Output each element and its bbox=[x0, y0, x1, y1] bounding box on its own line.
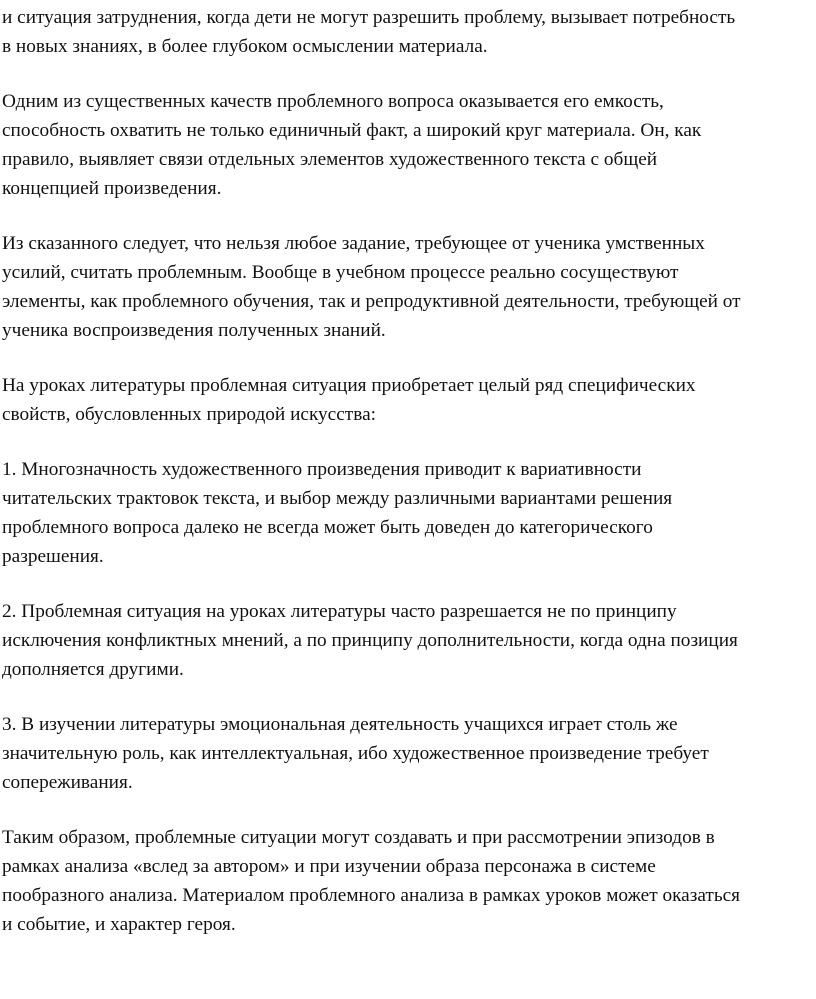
paragraph-conclusion bbox=[2, 823, 814, 939]
paragraph-4 bbox=[2, 371, 814, 429]
paragraph-line: усилий, считать проблемным. Вообще в учебном процессе реально сосуществуют bbox=[2, 262, 679, 283]
paragraph-line: 1. Многозначность художественного произведения приводит к вариативности bbox=[2, 459, 642, 480]
paragraph-line: читательских трактовок текста, и выбор между различными вариантами решения bbox=[2, 488, 673, 509]
paragraph-line: исключения конфликтных мнений, а по принципу дополнительности, когда одна позиция bbox=[2, 630, 738, 651]
paragraph-line: значительную роль, как интеллектуальная, ибо художественное произведение требует bbox=[2, 743, 709, 764]
paragraph-line: концепцией произведения. bbox=[2, 178, 222, 199]
paragraph-line: Из сказанного следует, что нельзя любое задание, требующее от ученика умственных bbox=[2, 233, 705, 254]
paragraph-line: элементы, как проблемного обучения, так и репродуктивной деятельности, требующей от bbox=[2, 291, 741, 312]
paragraph-1 bbox=[2, 3, 814, 61]
paragraph-3 bbox=[2, 229, 814, 345]
list-item-2 bbox=[2, 597, 814, 684]
paragraph-line: разрешения. bbox=[2, 546, 104, 567]
paragraph-line: пообразного анализа. Материалом проблемного анализа в рамках уроков может оказаться bbox=[2, 885, 741, 906]
paragraph-line: в новых знаниях, в более глубоком осмыслении материала. bbox=[2, 36, 488, 57]
paragraph-line: Таким образом, проблемные ситуации могут создавать и при рассмотрении эпизодов в bbox=[2, 827, 715, 848]
paragraph-line: Одним из существенных качеств проблемного вопроса оказывается его емкость, bbox=[2, 91, 664, 112]
list-item-3 bbox=[2, 710, 814, 797]
paragraph-line: свойств, обусловленных природой искусства: bbox=[2, 404, 376, 425]
paragraph-line: 2. Проблемная ситуация на уроках литературы часто разрешается не по принципу bbox=[2, 601, 677, 622]
paragraph-2 bbox=[2, 87, 814, 203]
paragraph-line: 3. В изучении литературы эмоциональная деятельность учащихся играет столь же bbox=[2, 714, 678, 735]
paragraph-line: и событие, и характер героя. bbox=[2, 914, 236, 935]
paragraph-line: ученика воспроизведения полученных знаний. bbox=[2, 320, 386, 341]
paragraph-line: правило, выявляет связи отдельных элементов художественного текста с общей bbox=[2, 149, 658, 170]
paragraph-line: проблемного вопроса далеко не всегда может быть доведен до категорического bbox=[2, 517, 653, 538]
paragraph-line: и ситуация затруднения, когда дети не могут разрешить проблему, вызывает потребность bbox=[2, 7, 736, 28]
paragraph-line: сопереживания. bbox=[2, 772, 133, 793]
paragraph-line: рамках анализа «вслед за автором» и при изучении образа персонажа в системе bbox=[2, 856, 656, 877]
paragraph-line: На уроках литературы проблемная ситуация приобретает целый ряд специфических bbox=[2, 375, 696, 396]
paragraph-line: дополняется другими. bbox=[2, 659, 184, 680]
list-item-1 bbox=[2, 455, 814, 571]
paragraph-line: способность охватить не только единичный факт, а широкий круг материала. Он, как bbox=[2, 120, 702, 141]
